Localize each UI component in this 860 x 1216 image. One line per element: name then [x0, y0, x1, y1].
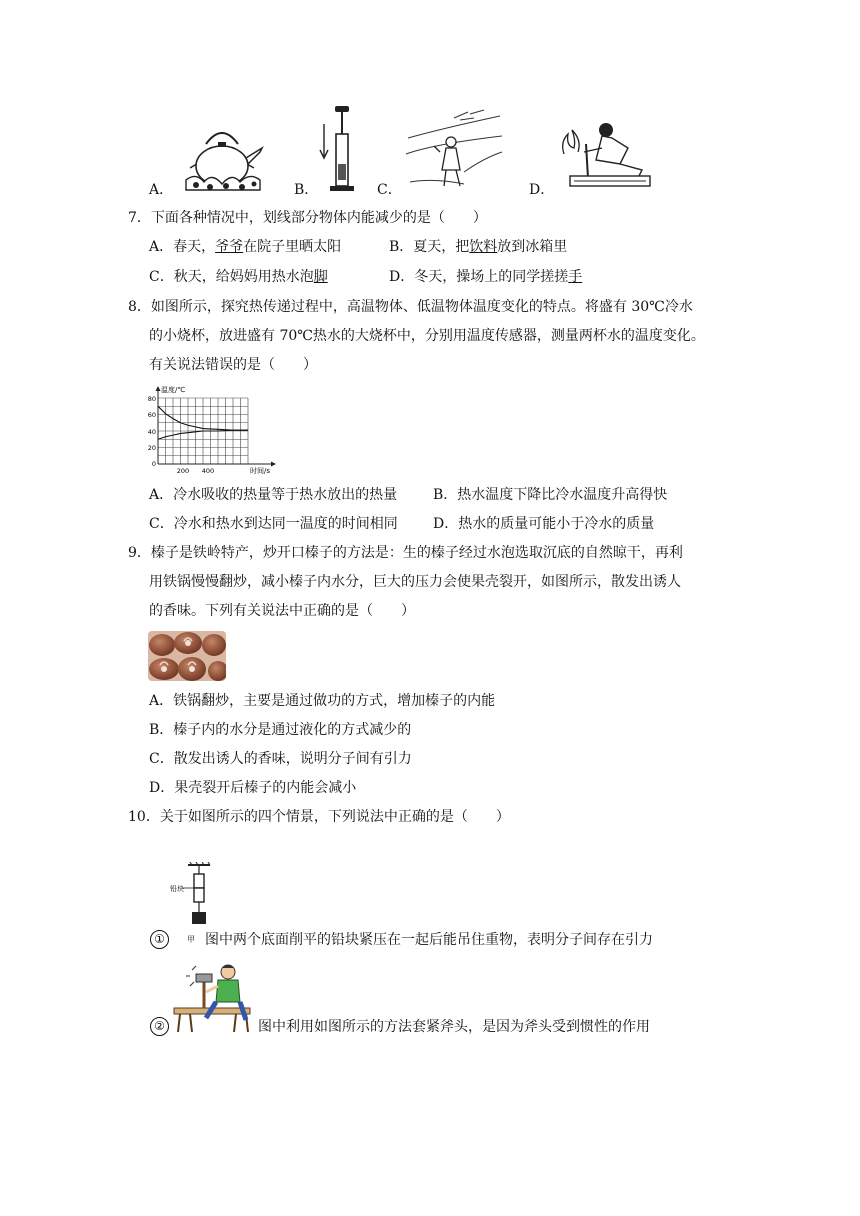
x-tick-label: 200 [176, 467, 190, 475]
x-axis-label: 时间/s [250, 467, 271, 475]
person-in-cold-wind-image [404, 108, 504, 190]
q7-option-c: C．秋天，给妈妈用热水泡脚 [149, 269, 328, 285]
item-1-text: 图中两个底面削平的铅块紧压在一起后能吊住重物，表明分子间存在引力 [205, 932, 653, 948]
air-pump-cylinder-image [318, 104, 358, 194]
q8-stem-line2: 的小烧杯，放进盛有 70℃热水的大烧杯中，分别用温度传感器，测量两杯水的温度变化。 [149, 328, 705, 344]
y-tick-label: 40 [147, 428, 156, 436]
q9-stem-line2: 用铁锅慢慢翻炒，减小榛子内水分，巨大的压力会使果壳裂开，如图所示，散发出诱人 [149, 574, 681, 590]
y-tick-label: 80 [147, 395, 156, 403]
q9-stem-line1: 9．榛子是铁岭特产，炒开口榛子的方法是：生的榛子经过水泡选取沉底的自然晾干，再利 [128, 545, 683, 561]
q7-option-d: D．冬天，操场上的同学搓搓手 [389, 269, 583, 285]
q7-option-b: B．夏天，把饮料放到冰箱里 [389, 239, 568, 255]
q8-option-b: B．热水温度下降比冷水温度升高得快 [433, 487, 668, 503]
q8-stem-line1: 8．如图所示，探究热传递过程中，高温物体、低温物体温度变化的特点。将盛有 30℃冷水 [128, 299, 693, 315]
lead-blocks-apparatus-image [170, 862, 216, 932]
q9-option-d: D．果壳裂开后榛子的内能会减小 [149, 780, 357, 796]
hazelnuts-photo [148, 631, 226, 681]
person-tightening-axe-image [170, 962, 256, 1034]
y-tick-label: 0 [151, 460, 156, 468]
q6-option-b-label: B． [294, 182, 319, 198]
q10-stem: 10．关于如图所示的四个情景，下列说法中正确的是（ ） [128, 809, 510, 825]
q8-option-a: A．冷水吸收的热量等于热水放出的热量 [149, 487, 398, 503]
item-2-number: ② [150, 1017, 169, 1036]
y-tick-label: 20 [147, 444, 156, 452]
drilling-wood-fire-image [556, 118, 664, 194]
item-1-caption: 甲 [187, 935, 195, 944]
q9-option-b: B．榛子内的水分是通过液化的方式减少的 [149, 722, 412, 738]
q6-option-c-label: C． [377, 182, 402, 198]
q6-option-d-label: D． [529, 182, 555, 198]
item-2-text: 图中利用如图所示的方法套紧斧头，是因为斧头受到惯性的作用 [258, 1019, 650, 1035]
q9-option-c: C．散发出诱人的香味，说明分子间有引力 [149, 751, 412, 767]
q9-option-a: A．铁锅翻炒，主要是通过做功的方式，增加榛子的内能 [149, 693, 496, 709]
q9-stem-line3: 的香味。下列有关说法中正确的是（ ） [149, 603, 415, 619]
q7-stem: 7．下面各种情况中，划线部分物体内能减少的是（ ） [128, 210, 487, 226]
x-tick-label: 400 [201, 467, 215, 475]
y-axis-arrow-icon [156, 386, 161, 391]
kettle-on-fire-image [176, 108, 266, 194]
x-axis-arrow-icon [271, 462, 276, 467]
q8-stem-line3: 有关说法错误的是（ ） [149, 357, 317, 373]
lead-block-label: 铅块 [170, 885, 184, 893]
y-tick-label: 60 [147, 411, 156, 419]
q8-option-d: D．热水的质量可能小于冷水的质量 [433, 516, 655, 532]
q6-option-a-label: A． [149, 182, 174, 198]
temperature-time-chart [146, 382, 282, 476]
q8-option-c: C．冷水和热水到达同一温度的时间相同 [149, 516, 398, 532]
y-axis-label: 温度/℃ [161, 386, 186, 394]
item-1-number: ① [150, 930, 169, 949]
q7-option-a: A．春天，爷爷在院子里晒太阳 [149, 239, 342, 255]
